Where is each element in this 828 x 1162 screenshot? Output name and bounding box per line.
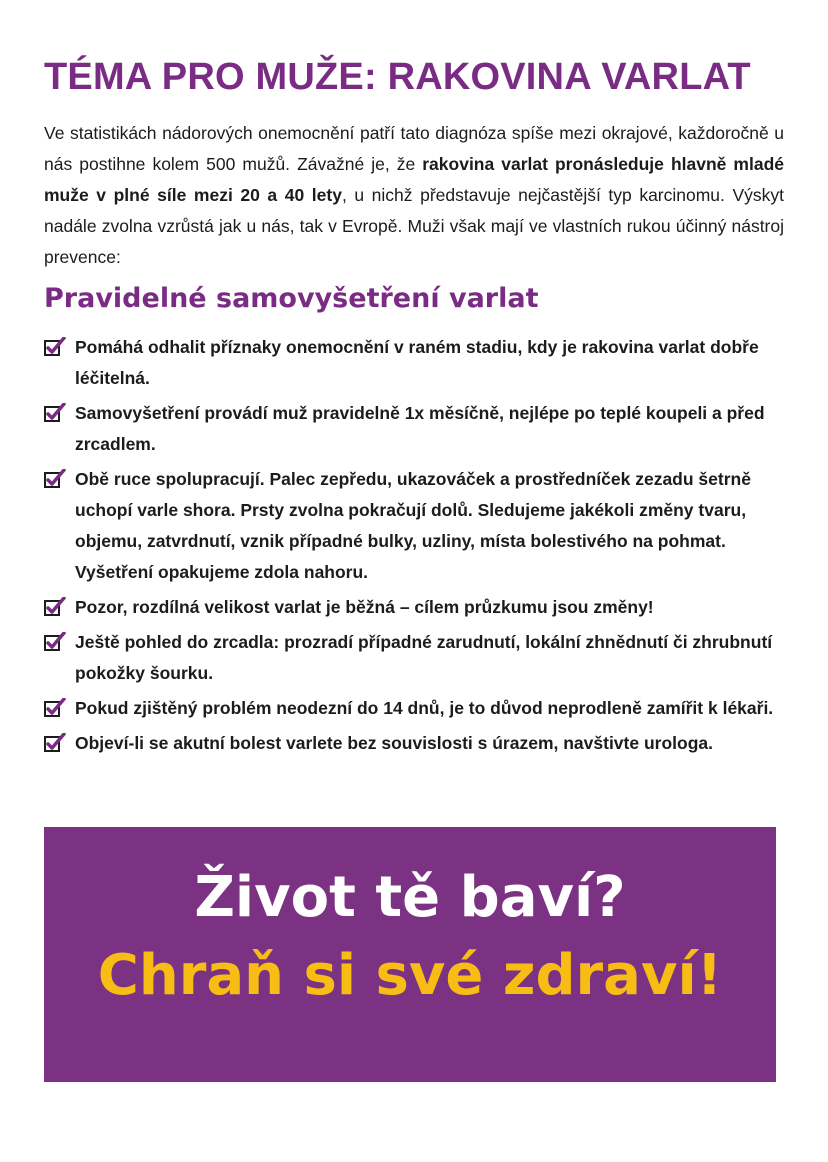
intro-paragraph [44, 118, 784, 273]
list-item [44, 627, 784, 689]
list-item-text: Pomáhá odhalit příznaky onemocnění v raném stadiu, kdy je rakovina varlat dobře léčitelná. [75, 337, 759, 388]
list-item-text: Samovyšetření provádí muž pravidelně 1x měsíčně, nejlépe po teplé koupeli a před zrcadlem. [75, 403, 765, 454]
list-item-text: Objeví-li se akutní bolest varlete bez souvislosti s úrazem, navštivte urologa. [75, 733, 713, 753]
checkbox-check-icon [44, 733, 66, 753]
list-item-text: Ještě pohled do zrcadla: prozradí případné zarudnutí, lokální zhnědnutí či zhrubnutí pokožky šourku. [75, 632, 773, 683]
list-item-text: Pokud zjištěný problém neodezní do 14 dnů, je to důvod neprodleně zamířit k lékaři. [75, 698, 774, 718]
list-item [44, 464, 784, 588]
checkbox-check-icon [44, 337, 66, 357]
page-title: TÉMA PRO MUŽE: RAKOVINA VARLAT [44, 56, 751, 98]
section-subtitle: Pravidelné samovyšetření varlat [44, 283, 539, 314]
slogan-banner [44, 827, 776, 1082]
list-item-text: Obě ruce spolupracují. Palec zepředu, ukazováček a prostředníček zezadu šetrně uchopí varle shora. Prsty zvolna pokračují dolů. Sledujeme jakékoli změny tvaru, objemu, zatvrdnutí, vznik případné bulky, uzliny, místa bolestivého na pohmat. Vyšetření opakujeme zdola nahoru. [75, 469, 751, 582]
list-item [44, 693, 784, 724]
list-item [44, 332, 784, 394]
intro-text-2: , u nichž představuje nejčastější typ karcinomu. Výskyt nadále zvolna vzrůstá jak u nás, tak v Evropě. Muži však mají ve vlastních rukou účinný nástroj prevence: [44, 185, 785, 267]
checklist [44, 332, 784, 759]
checkbox-check-icon [44, 597, 66, 617]
list-item [44, 592, 784, 623]
slogan-line-1: Život tě baví? [194, 865, 626, 930]
checkbox-check-icon [44, 698, 66, 718]
checkbox-check-icon [44, 632, 66, 652]
list-item [44, 398, 784, 460]
slogan-line-2: Chraň si své zdraví! [97, 943, 723, 1008]
checkbox-check-icon [44, 469, 66, 489]
intro-bold-text: rakovina varlat pronásleduje hlavně mladé muže v plné síle mezi 20 a 40 lety [44, 154, 784, 205]
checkbox-check-icon [44, 403, 66, 423]
list-item-text: Pozor, rozdílná velikost varlat je běžná – cílem průzkumu jsou změny! [75, 597, 654, 617]
list-item [44, 728, 784, 759]
intro-text-1: Ve statistikách nádorových onemocnění patří tato diagnóza spíše mezi okrajové, každoročně u nás postihne kolem 500 mužů. Závažné je, že [44, 123, 784, 174]
